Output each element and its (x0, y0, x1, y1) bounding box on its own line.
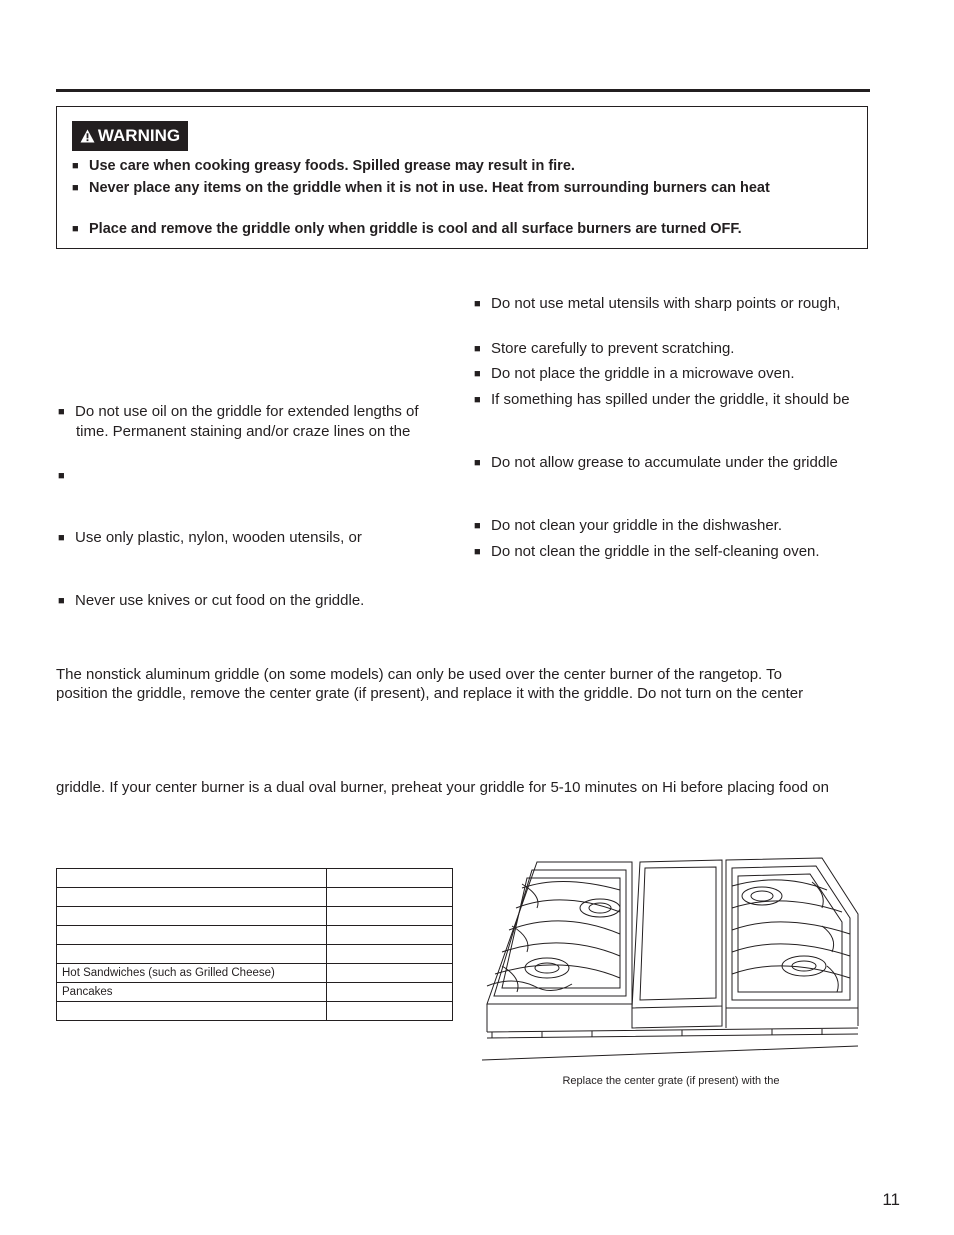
bullet-icon: ■ (72, 223, 79, 235)
bullet-icon: ■ (474, 394, 481, 406)
warning-label: WARNING (97, 126, 181, 145)
body-paragraph: griddle. If your center burner is a dual oval burner, preheat your griddle for 5-10 minutes on Hi before placing food on (56, 779, 829, 796)
table-cell (327, 1002, 453, 1021)
right-list-item: ■ Do not allow grease to accumulate under the griddle (474, 454, 838, 471)
warning-item: ■ Never place any items on the griddle when it is not in use. Heat from surrounding burners can heat (72, 180, 770, 196)
table-row (57, 1002, 453, 1021)
warning-box (56, 106, 868, 249)
left-list-item: ■ Never use knives or cut food on the griddle. (58, 592, 365, 609)
left-list-item: ■ Do not use oil on the griddle for extended lengths of time. Permanent staining and/or craze lines on the (58, 403, 419, 440)
table-cell (57, 945, 327, 964)
bullet-icon: ■ (58, 406, 65, 418)
bullet-icon: ■ (58, 595, 65, 607)
center-griddle (632, 860, 722, 1028)
table-cell: Pancakes (57, 983, 327, 1002)
right-list-item: ■ Do not use metal utensils with sharp points or rough, (474, 295, 841, 312)
table-cell (57, 907, 327, 926)
cooking-table (56, 868, 453, 1021)
warning-item: ■ Place and remove the griddle only when griddle is cool and all surface burners are turned OFF. (72, 221, 742, 237)
bullet-icon: ■ (72, 182, 79, 194)
left-list-item: ■ Use only plastic, nylon, wooden utensils, or (58, 529, 362, 546)
table-cell (57, 926, 327, 945)
table-cell (57, 1002, 327, 1021)
warning-triangle-icon (80, 129, 95, 143)
table-cell: Hot Sandwiches (such as Grilled Cheese) (57, 964, 327, 983)
rangetop-griddle-illustration (482, 856, 860, 1064)
right-list-item: ■ If something has spilled under the griddle, it should be (474, 391, 850, 408)
table-cell (327, 983, 453, 1002)
table-row (57, 964, 453, 983)
table-cell (327, 945, 453, 964)
table-row (57, 945, 453, 964)
figure-caption: Replace the center grate (if present) with the (562, 1075, 780, 1087)
warning-item: ■ Use care when cooking greasy foods. Spilled grease may result in fire. (72, 158, 575, 174)
table-row (57, 926, 453, 945)
table-cell (327, 869, 453, 888)
bullet-icon: ■ (474, 457, 481, 469)
body-paragraph: The nonstick aluminum griddle (on some models) can only be used over the center burner of the rangetop. To position the griddle, remove the center grate (if present), and replace it with the griddle. Do not turn on the center (56, 666, 804, 702)
left-list-item (58, 466, 75, 486)
table-cell (57, 888, 327, 907)
table-row (57, 907, 453, 926)
right-list-item: ■ Do not clean your griddle in the dishwasher. (474, 517, 783, 534)
page-number: 11 (882, 1190, 900, 1209)
bullet-icon: ■ (474, 368, 481, 380)
bullet-icon: ■ (474, 298, 481, 310)
warning-badge (72, 121, 188, 151)
bullet-icon: ■ (474, 546, 481, 558)
right-list-item: ■ Store carefully to prevent scratching. (474, 340, 735, 357)
table-row (57, 869, 453, 888)
bullet-icon: ■ (58, 532, 65, 544)
right-list-item: ■ Do not clean the griddle in the self-cleaning oven. (474, 543, 820, 560)
left-grate (487, 862, 632, 1032)
rangetop-front-edge (482, 1028, 858, 1060)
table-row (57, 983, 453, 1002)
table-cell (327, 907, 453, 926)
bullet-icon: ■ (474, 343, 481, 355)
table-cell (327, 888, 453, 907)
bullet-icon: ■ (58, 470, 65, 482)
table-row (57, 888, 453, 907)
right-grate (726, 858, 858, 1028)
right-list-item: ■ Do not place the griddle in a microwave oven. (474, 365, 795, 382)
table-cell (327, 926, 453, 945)
bullet-icon: ■ (72, 160, 79, 172)
table-cell (327, 964, 453, 983)
table-cell (57, 869, 327, 888)
top-rule (56, 89, 870, 92)
bullet-icon: ■ (474, 520, 481, 532)
